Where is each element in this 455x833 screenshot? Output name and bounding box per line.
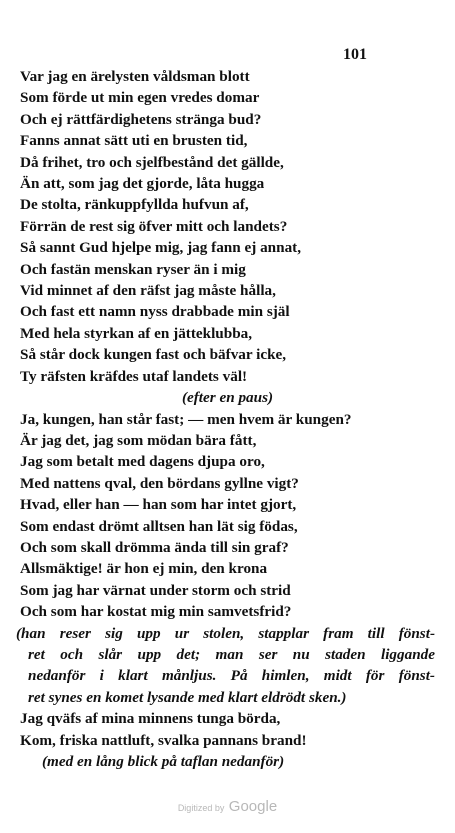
verse-line: Och fast ett namn nyss drabbade min själ <box>20 303 290 321</box>
stage-direction-line: nedanför i klart månljus. På himlen, midt för fönst- <box>28 667 435 685</box>
verse-line: Med hela styrkan af en jätteklubba, <box>20 324 253 342</box>
verse-line: Som förde ut min egen vredes domar <box>20 89 260 107</box>
stage-direction-block <box>16 623 435 709</box>
verse-line: Då frihet, tro och sjelfbestånd det gällde, <box>20 153 284 171</box>
verse-line: Kom, friska nattluft, svalka pannans brand! <box>20 731 307 749</box>
verse-line: Än att, som jag det gjorde, låta hugga <box>20 175 265 193</box>
verse-line: Och som skall drömma ända till sin graf? <box>20 538 289 556</box>
verse-line: Som endast drömt alltsen han lät sig födas, <box>20 517 298 535</box>
verse-line: Ja, kungen, han står fast; — men hvem är kungen? <box>20 410 352 428</box>
verse-line: Allsmäktige! är hon ej min, den krona <box>20 560 268 578</box>
verse-line: Fanns annat sätt uti en brusten tid, <box>20 132 248 150</box>
verse-line: Så står dock kungen fast och bäfvar icke, <box>20 346 287 364</box>
verse-line: Jag qväfs af mina minnens tunga börda, <box>20 710 281 728</box>
watermark-prefix: Digitized by <box>177 803 225 813</box>
verse-line: Som jag har värnat under storm och strid <box>20 581 291 599</box>
verse-line: Och ej rättfärdighetens stränga bud? <box>20 110 262 128</box>
stage-direction: (efter en paus) <box>181 389 274 407</box>
verse-line: Förrän de rest sig öfver mitt och landets? <box>20 217 288 235</box>
verse-line: Och som har kostat mig min samvetsfrid? <box>20 603 292 621</box>
verse-line: Med nattens qval, den bördans gyllne vigt? <box>20 474 299 492</box>
stage-direction-line: ret synes en komet lysande med klart eldrödt sken.) <box>28 688 347 706</box>
stage-direction: (med en lång blick på taflan nedanför) <box>42 753 285 770</box>
verse-line: Jag som betalt med dagens djupa oro, <box>20 453 265 471</box>
verse-line: Var jag en ärelysten våldsman blott <box>20 68 250 85</box>
verse-line: Så sannt Gud hjelpe mig, jag fann ej annat, <box>20 239 302 257</box>
page-number: 101 <box>343 46 367 63</box>
verse-text <box>16 66 435 772</box>
verse-line: Är jag det, jag som mödan bära fått, <box>20 431 257 449</box>
verse-line: Ty räfsten kräfdes utaf landets väl! <box>20 367 248 385</box>
watermark-brand: Google <box>228 798 278 815</box>
digitized-watermark <box>0 798 455 816</box>
verse-line: Vid minnet af den räfst jag måste hålla, <box>20 282 276 300</box>
stage-direction-line: (han reser sig upp ur stolen, stapplar fram till fönst- <box>16 624 435 642</box>
verse-line: Hvad, eller han — han som har intet gjort, <box>20 496 297 514</box>
stage-direction-line: ret och slår upp det; man ser nu staden liggande <box>28 645 435 663</box>
verse-line: De stolta, ränkuppfyllda hufvun af, <box>20 196 249 214</box>
verse-line: Och fastän menskan ryser än i mig <box>20 260 246 278</box>
